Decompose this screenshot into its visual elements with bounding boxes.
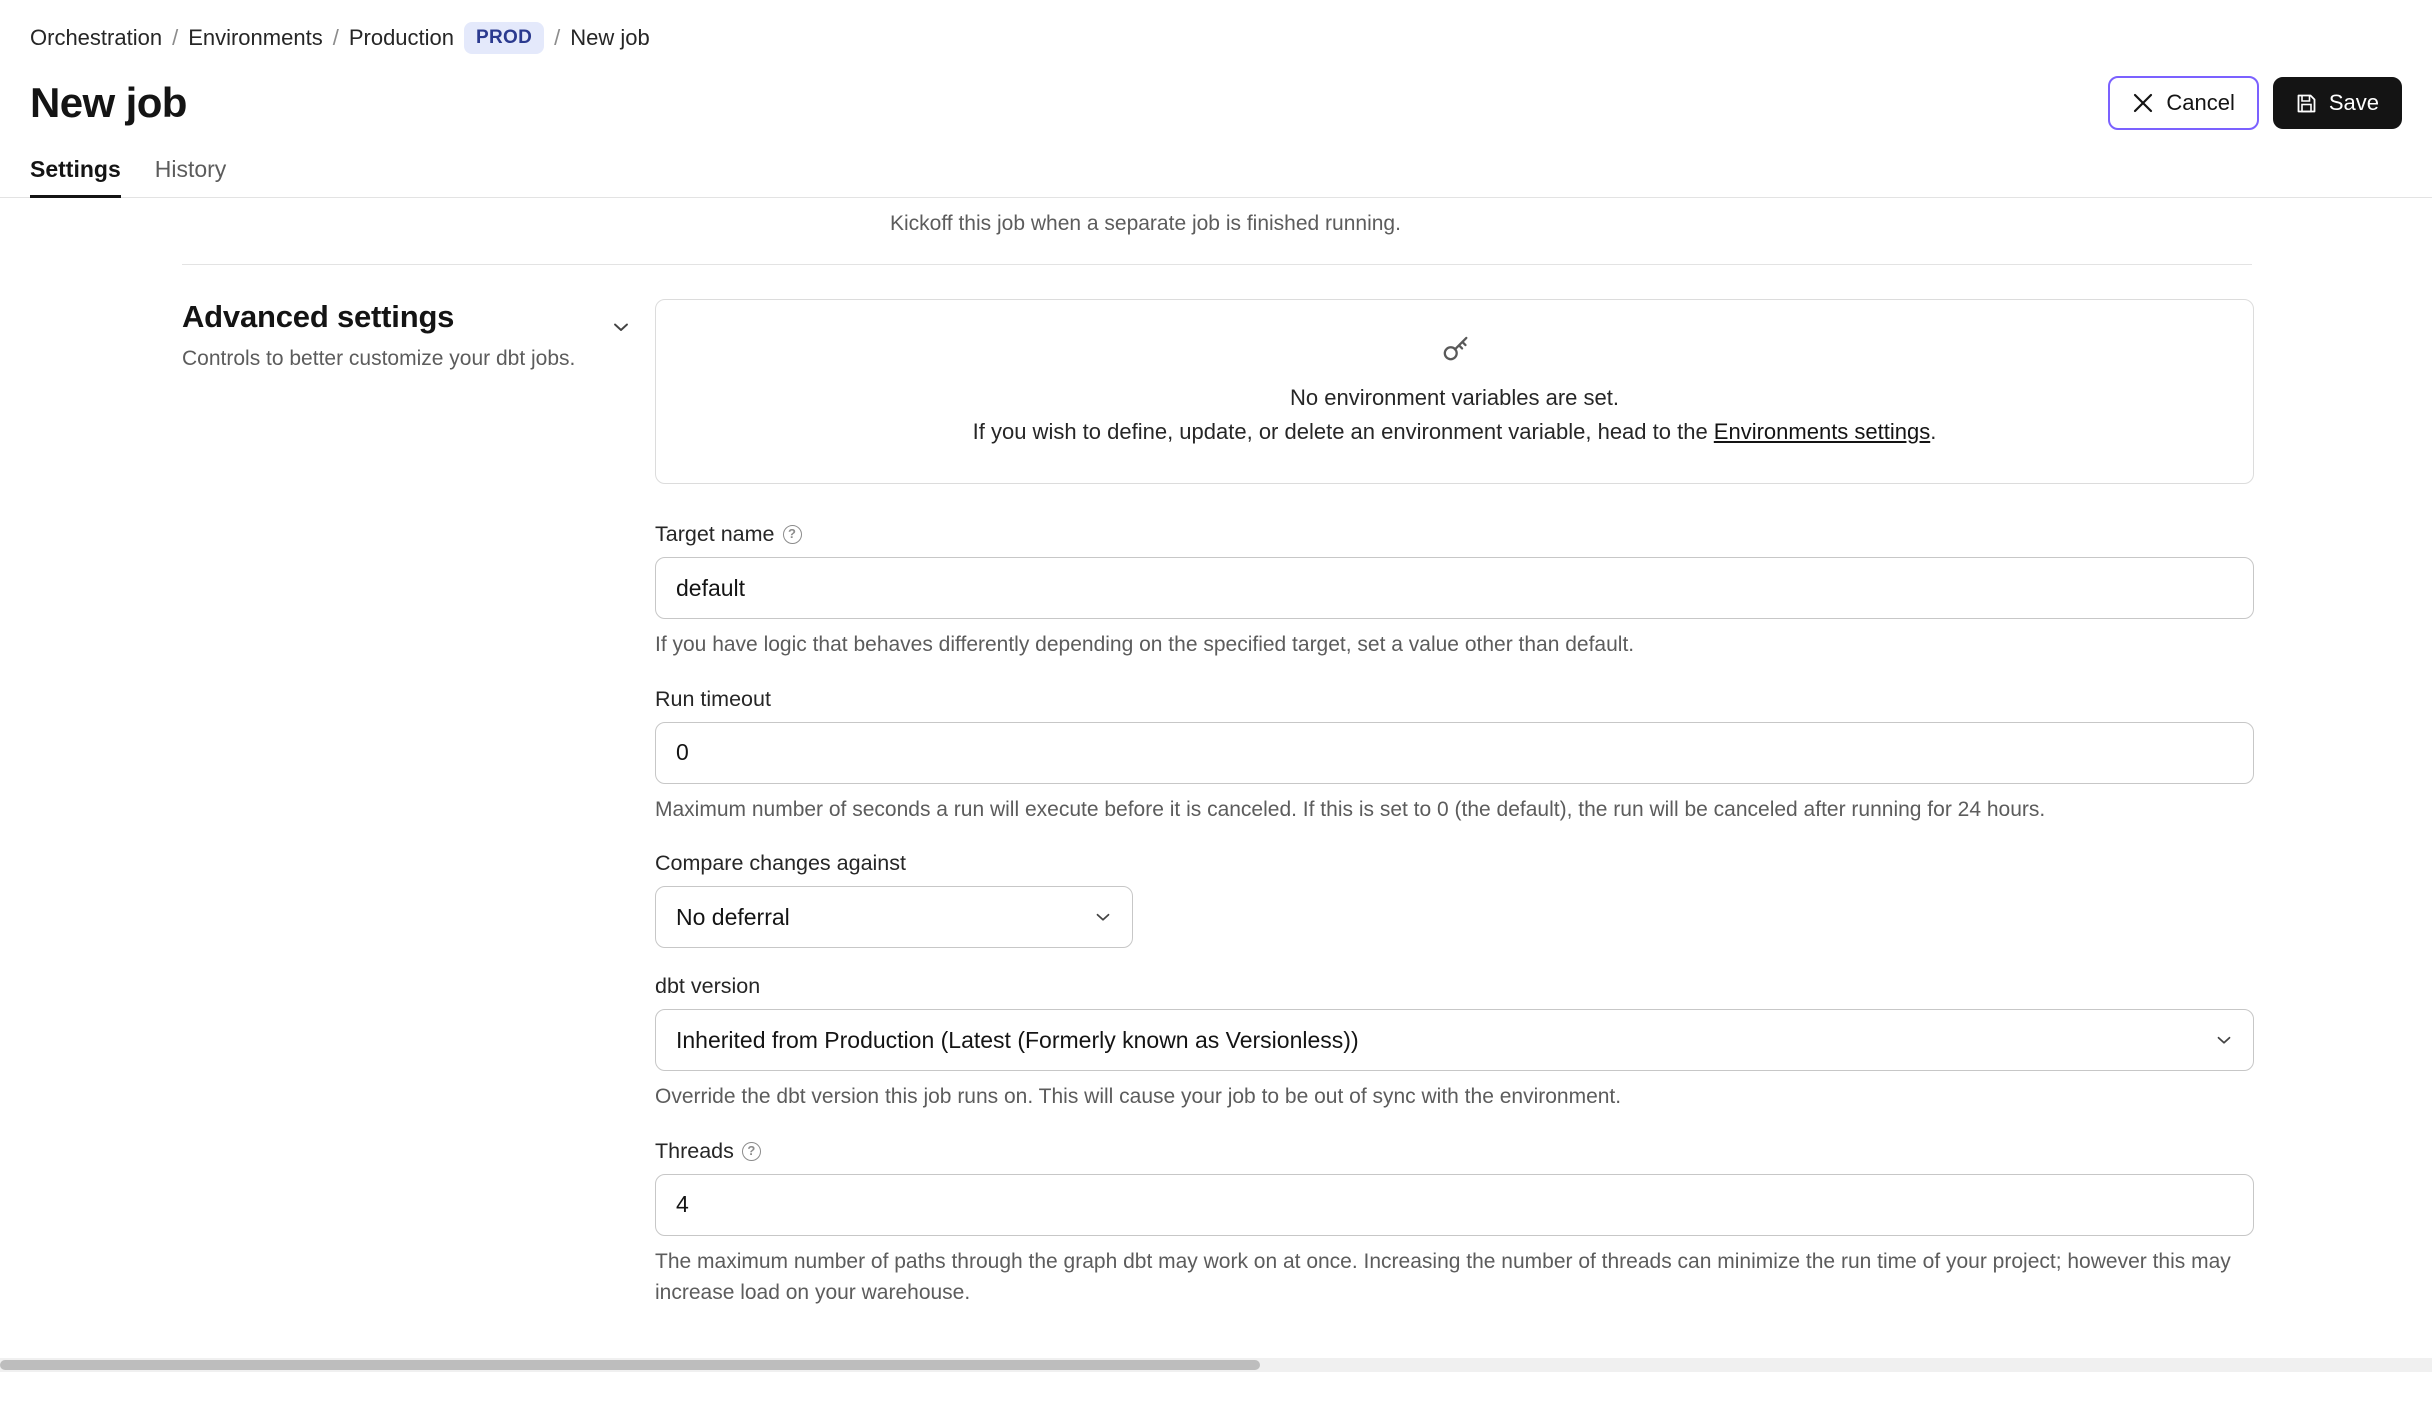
threads-label-row	[655, 1139, 2254, 1164]
tab-history[interactable]: History	[154, 156, 227, 182]
environment-variables-empty-state	[655, 299, 2254, 484]
floppy-disk-icon	[2296, 93, 2317, 114]
header-actions	[2108, 76, 2402, 130]
threads-hint: The maximum number of paths through the graph dbt may work on at once. Increasing the number of threads can minimize the run time of your project; however this may increase load on your warehouse.	[655, 1249, 2231, 1305]
threads-input[interactable]: 4	[655, 1174, 2254, 1236]
trigger-section-hint: Kickoff this job when a separate job is finished running.	[890, 212, 1401, 235]
save-button[interactable]	[2273, 77, 2402, 129]
breadcrumb-separator: /	[172, 25, 179, 50]
environment-variables-empty-title: No environment variables are set.	[1290, 385, 1619, 410]
help-icon[interactable]: ?	[742, 1142, 761, 1161]
dbt-version-select[interactable]	[655, 1009, 2254, 1071]
horizontal-scrollbar-thumb[interactable]	[0, 1360, 1260, 1370]
horizontal-scrollbar[interactable]	[0, 1358, 2432, 1372]
page-header	[0, 54, 2432, 130]
advanced-settings-section	[30, 265, 2402, 1335]
target-name-label: Target name	[655, 522, 775, 547]
breadcrumb-item-orchestration[interactable]: Orchestration	[30, 25, 163, 50]
breadcrumb-separator: /	[332, 25, 339, 50]
compare-changes-field	[655, 851, 2254, 948]
environment-variables-empty-description	[676, 415, 2233, 449]
page-title: New job	[30, 79, 187, 126]
advanced-settings-fields	[655, 299, 2402, 1335]
breadcrumb-separator: /	[554, 25, 561, 50]
dbt-version-value: Inherited from Production (Latest (Formerly known as Versionless))	[676, 1026, 1359, 1053]
breadcrumb	[0, 0, 2432, 54]
compare-changes-select[interactable]	[655, 886, 1133, 948]
dbt-version-hint: Override the dbt version this job runs on. This will cause your job to be out of sync with the environment.	[655, 1085, 1622, 1109]
run-timeout-field	[655, 687, 2254, 826]
advanced-settings-title: Advanced settings	[182, 299, 455, 334]
close-icon	[2132, 92, 2154, 114]
tab-settings[interactable]: Settings	[30, 156, 121, 197]
breadcrumb-item-current: New job	[570, 25, 650, 50]
run-timeout-hint: Maximum number of seconds a run will execute before it is canceled. If this is set to 0 (the default), the run will be canceled after running for 24 hours.	[655, 797, 2046, 821]
dbt-version-label-row	[655, 974, 2254, 999]
chevron-down-icon[interactable]	[609, 315, 633, 344]
key-icon	[676, 332, 2233, 371]
compare-changes-value: No deferral	[676, 903, 790, 930]
breadcrumb-item-production[interactable]: Production	[348, 25, 455, 50]
compare-changes-label: Compare changes against	[655, 851, 906, 876]
compare-changes-label-row	[655, 851, 2254, 876]
save-button-label: Save	[2328, 90, 2379, 115]
dbt-version-field	[655, 974, 2254, 1113]
run-timeout-input[interactable]: 0	[655, 722, 2254, 784]
run-timeout-label-row	[655, 687, 2254, 712]
settings-content	[0, 198, 2432, 1372]
advanced-settings-subtitle: Controls to better customize your dbt jobs.	[182, 347, 576, 370]
target-name-field	[655, 522, 2254, 661]
threads-label: Threads	[655, 1138, 734, 1163]
run-timeout-label: Run timeout	[655, 686, 771, 711]
chevron-down-icon	[2213, 1029, 2235, 1051]
target-name-label-row	[655, 522, 2254, 547]
dbt-version-label: dbt version	[655, 974, 761, 999]
advanced-settings-description	[30, 299, 655, 1335]
environments-settings-link[interactable]: Environments settings	[1713, 419, 1931, 445]
environment-variables-empty-suffix: .	[1930, 419, 1937, 445]
environment-variables-empty-prefix: If you wish to define, update, or delete an environment variable, head to the	[972, 419, 1714, 445]
breadcrumb-item-environments[interactable]: Environments	[188, 25, 323, 50]
target-name-input[interactable]: default	[655, 557, 2254, 619]
chevron-down-icon	[1092, 906, 1114, 928]
help-icon[interactable]: ?	[783, 525, 802, 544]
cancel-button-label: Cancel	[2166, 90, 2235, 115]
tab-bar	[0, 130, 2432, 198]
threads-field	[655, 1139, 2254, 1309]
cancel-button[interactable]	[2108, 76, 2258, 130]
environment-badge-prod: PROD	[464, 22, 544, 54]
target-name-hint: If you have logic that behaves differently depending on the specified target, set a value other than default.	[655, 633, 1635, 657]
